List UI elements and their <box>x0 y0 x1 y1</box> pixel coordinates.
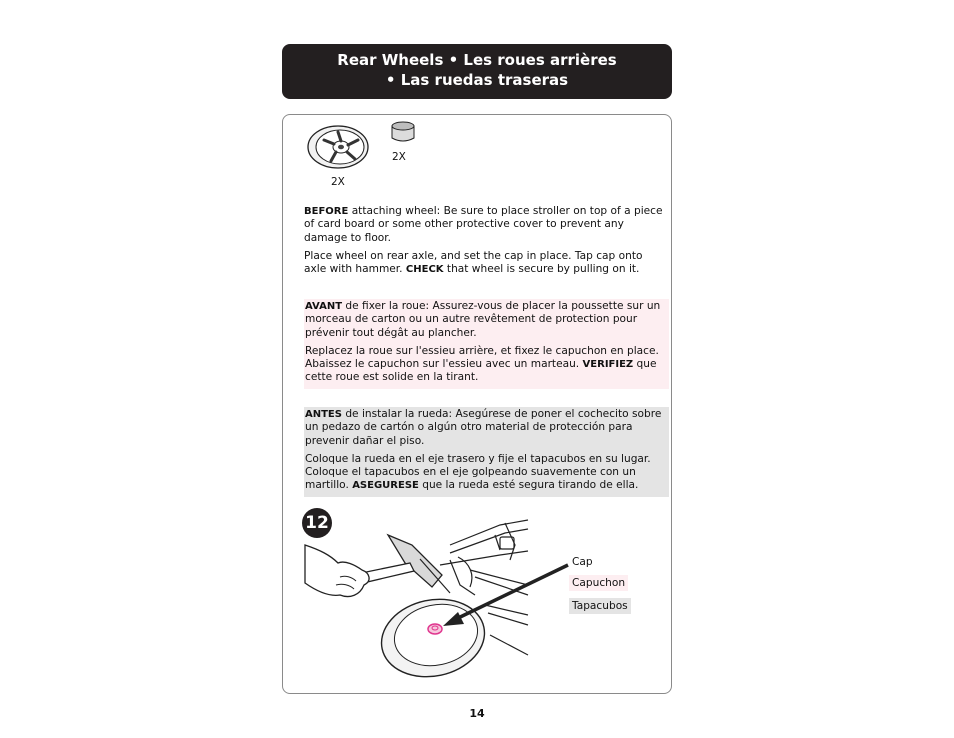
spanish-paragraph-1: ANTES de instalar la rueda: Asegúrese de poner el cochecito sobre un pedazo de cartón o algún otro material de protección para prevenir dañar el piso. <box>305 408 662 447</box>
section-title-line-2: • Las ruedas traseras <box>385 71 569 89</box>
spanish-instructions <box>304 407 669 497</box>
wheel-part-icon <box>305 123 375 173</box>
callout-cap-es: Tapacubos <box>569 598 631 614</box>
section-title-banner <box>282 44 672 99</box>
callout-cap-en: Cap <box>572 556 593 568</box>
callout-cap-fr: Capuchon <box>569 575 628 591</box>
cap-pointer-arrow <box>440 560 580 630</box>
english-paragraph-1: BEFORE attaching wheel: Be sure to place stroller on top of a piece of card board or some other protective cover to prevent any damage to floor. <box>304 205 663 244</box>
cap-quantity: 2X <box>392 151 406 163</box>
english-instructions <box>304 205 666 276</box>
spanish-paragraph-2: Coloque la rueda en el eje trasero y fije el tapacubos en su lugar. Coloque el tapacubos en el eje golpeando suavemente con un martillo. ASEGURESE que la rueda esté segura tirando de ella. <box>305 452 651 492</box>
page-number: 14 <box>469 707 485 720</box>
wheel-quantity: 2X <box>331 176 345 188</box>
french-paragraph-1: AVANT de fixer la roue: Assurez-vous de placer la poussette sur un morceau de carton ou un autre revêtement de protection pour prévenir tout dégât au plancher. <box>305 300 661 339</box>
section-title-line-1: Rear Wheels • Les roues arrières <box>337 51 617 69</box>
french-paragraph-2: Replacez la roue sur l'essieu arrière, et fixez le capuchon en place. Abaissez le capuchon sur l'essieu avec un marteau. VERIFIEZ que cette roue est solide en la tirant. <box>305 344 659 384</box>
cap-part-icon <box>388 118 418 148</box>
english-paragraph-2: Place wheel on rear axle, and set the cap in place. Tap cap onto axle with hammer. CHECK that wheel is secure by pulling on it. <box>304 249 643 276</box>
french-instructions <box>304 299 669 389</box>
step-number-badge: 12 <box>302 508 332 538</box>
